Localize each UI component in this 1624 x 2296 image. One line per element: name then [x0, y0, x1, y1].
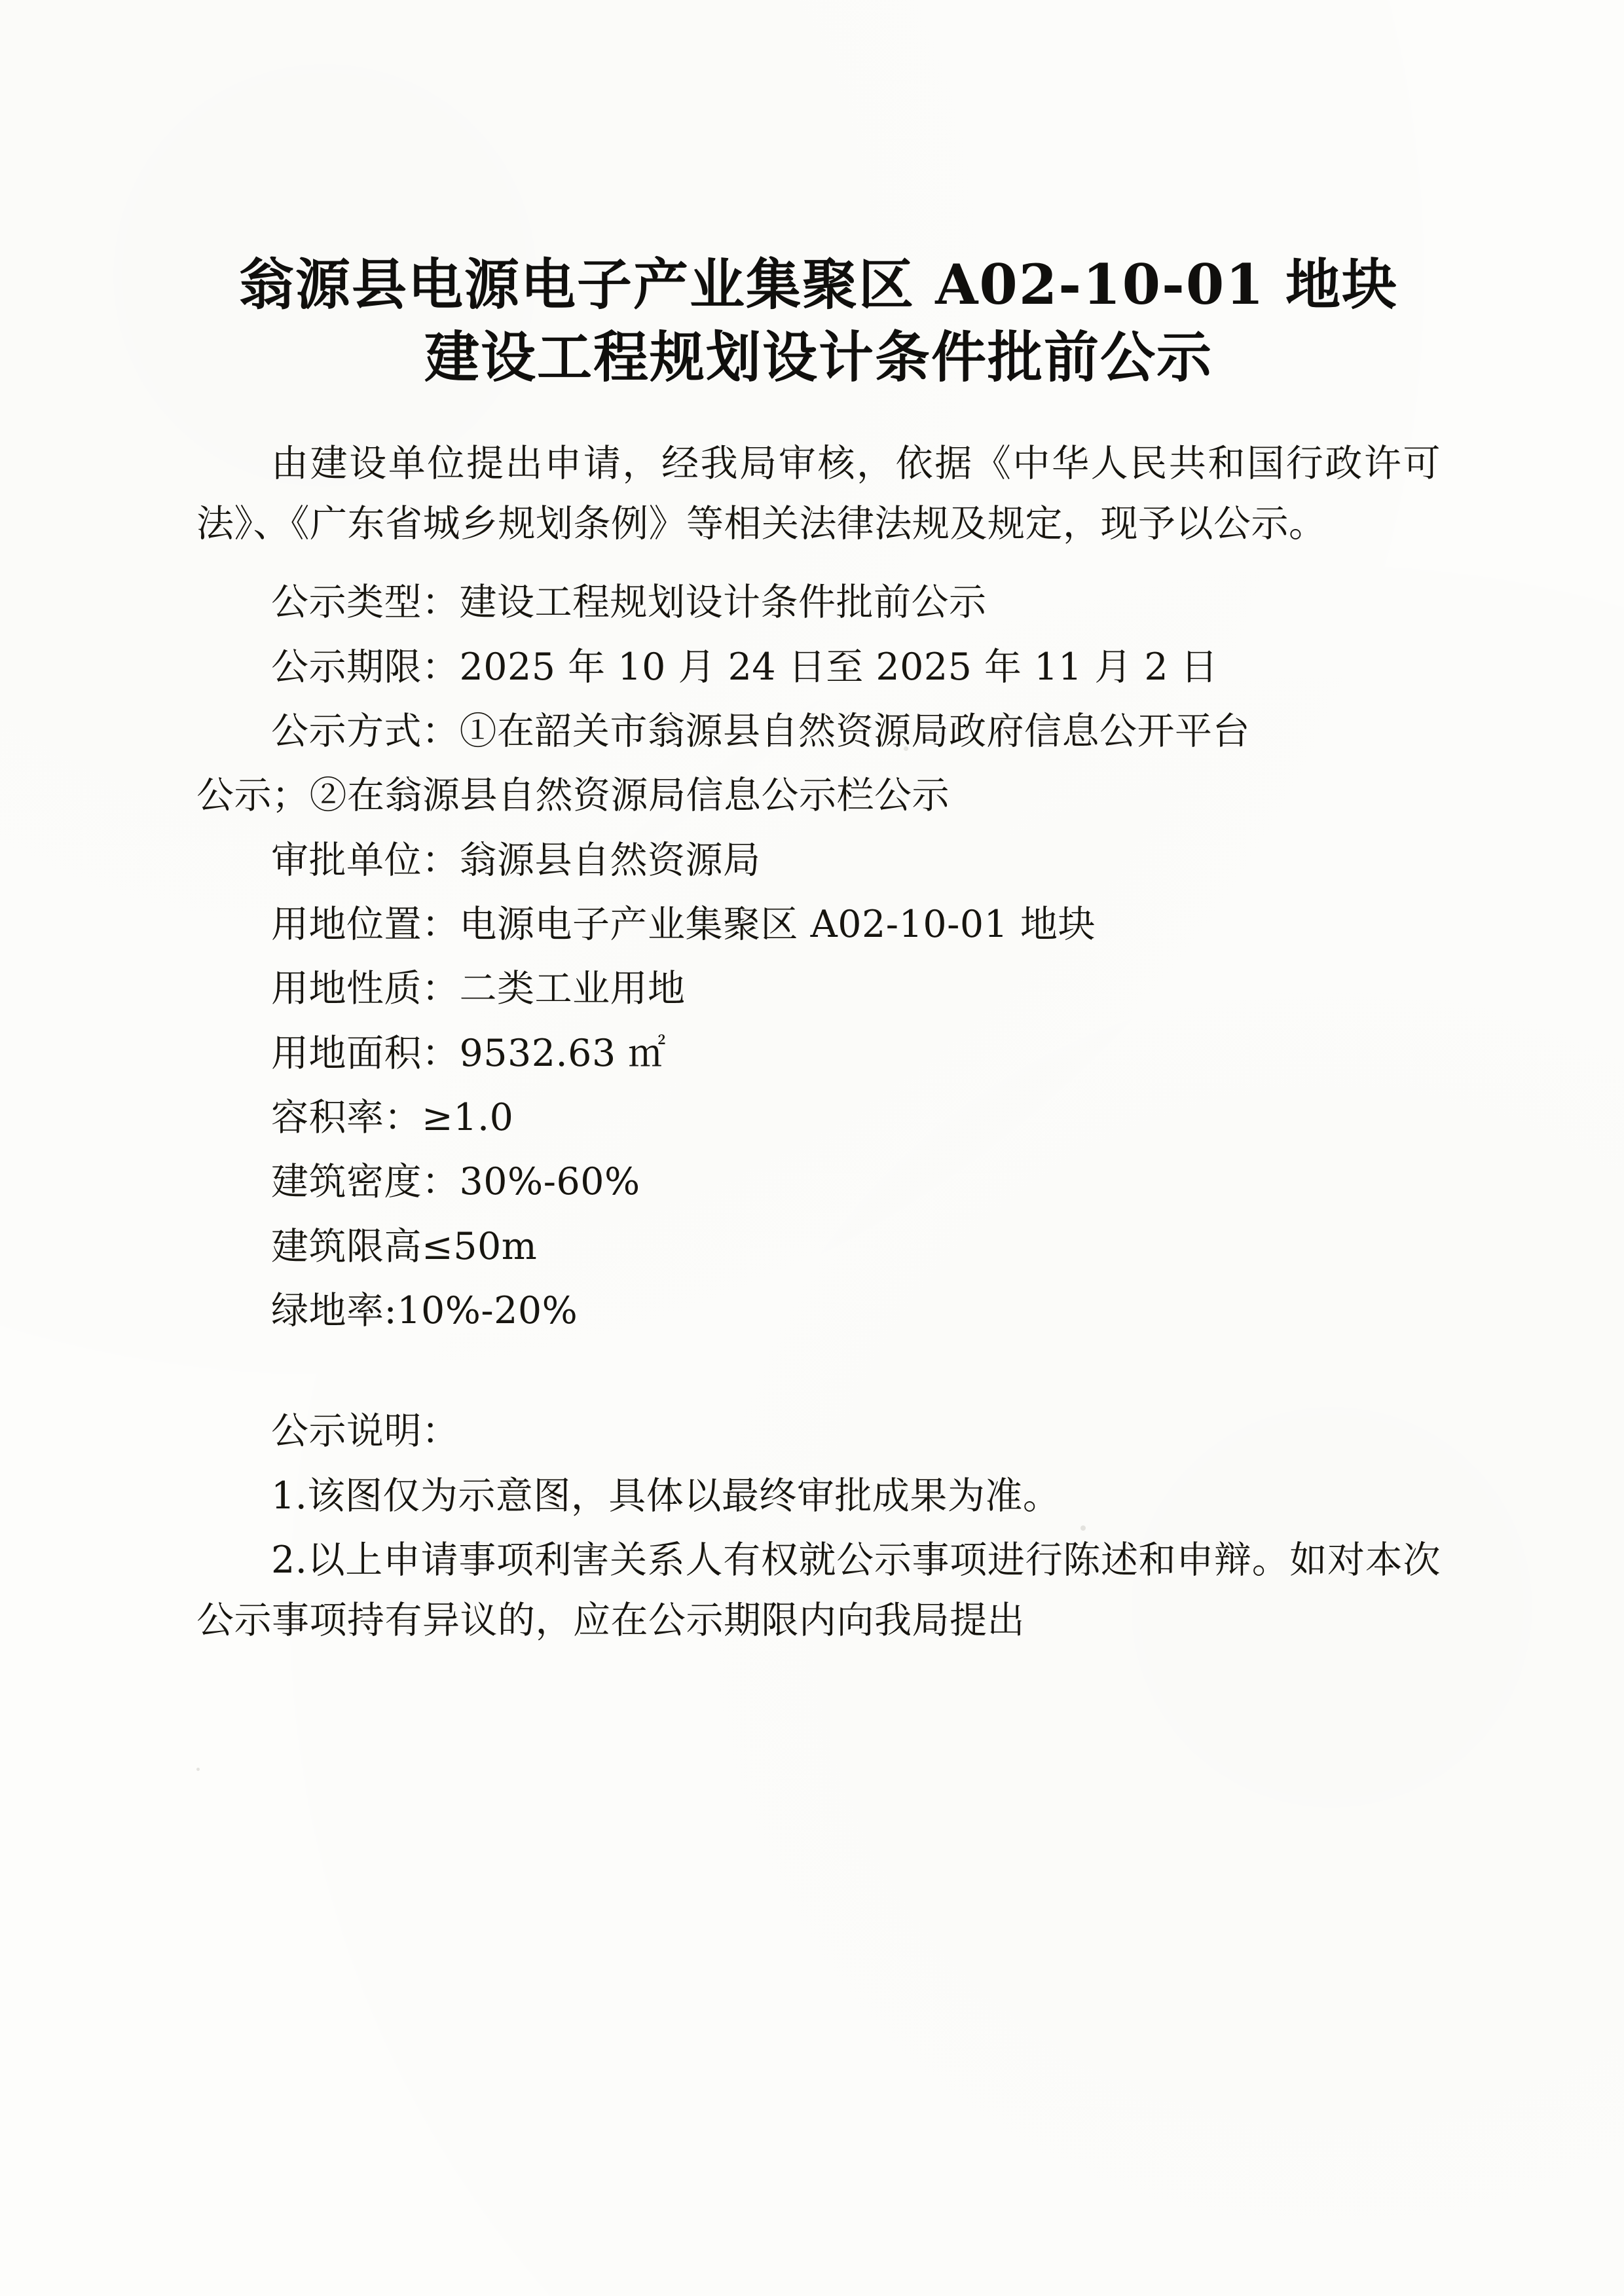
page-title	[196, 249, 1441, 394]
field-value-yongdimianji: 9532.63 ㎡	[459, 1031, 666, 1075]
note-item-2: 2.以上申请事项利害关系人有权就公示事项进行陈述和申辩。如对本次公示事项持有异议的，应在公示期限内向我局提出	[196, 1539, 1441, 1643]
field-row-rongjilv	[196, 1087, 1441, 1148]
field-label-yongdixingzhi: 用地性质：	[271, 967, 460, 1011]
field-label-gongshileixing: 公示类型：	[271, 581, 460, 625]
field-value-jianzhumidu: 30%-60%	[459, 1160, 640, 1204]
field-label-rongjilv: 容积率：	[271, 1096, 422, 1140]
field-label-shenpidanwei: 审批单位：	[271, 838, 460, 882]
field-label-gongshifangshi: 公示方式：	[271, 710, 460, 754]
field-row-gongshifangshi-cont	[196, 765, 1441, 826]
field-value-shenpidanwei: 翁源县自然资源局	[459, 838, 761, 882]
field-row-gongshiqixian	[196, 637, 1441, 697]
note-item-1: 1.该图仅为示意图，具体以最终审批成果为准。	[271, 1474, 1061, 1518]
field-row-gongshifangshi	[196, 701, 1441, 761]
field-row-shenpidanwei	[196, 830, 1441, 890]
field-row-ludilv	[196, 1281, 1441, 1341]
field-row-yongdixingzhi	[196, 958, 1441, 1019]
field-row-yongdiweizhi	[196, 894, 1441, 955]
field-label-yongdiweizhi: 用地位置：	[271, 903, 460, 947]
field-row-jianzhumidu	[196, 1152, 1441, 1212]
page-title-line-2: 建设工程规划设计条件批前公示	[424, 324, 1213, 390]
field-value-gongshileixing: 建设工程规划设计条件批前公示	[459, 581, 987, 625]
field-value-yongdiweizhi: 电源电子产业集聚区 A02-10-01 地块	[459, 903, 1096, 947]
field-label-yongdimianji: 用地面积：	[271, 1031, 460, 1075]
paper-speck	[196, 1768, 200, 1771]
field-value-rongjilv: ≥1.0	[422, 1096, 514, 1140]
field-label-gongshiqixian: 公示期限：	[271, 645, 460, 689]
field-value-gongshifangshi: ①在韶关市翁源县自然资源局政府信息公开平台	[459, 710, 1250, 754]
document-body	[196, 249, 1441, 1655]
page-title-line-1: 翁源县电源电子产业集聚区 A02-10-01 地块	[238, 252, 1399, 317]
field-row-yongdimianji	[196, 1023, 1441, 1084]
field-row-jianzhuxiangao	[196, 1216, 1441, 1277]
notes-heading: 公示说明：	[271, 1410, 460, 1453]
field-value-gongshiqixian: 2025 年 10 月 24 日至 2025 年 11 月 2 日	[459, 645, 1219, 689]
field-label-jianzhuxiangao: 建筑限高≤50m	[271, 1224, 538, 1268]
document-text	[196, 433, 1441, 1651]
intro-paragraph: 由建设单位提出申请，经我局审核，依据《中华人民共和国行政许可法》、《广东省城乡规划条例》等相关法律法规及规定，现予以公示。	[196, 441, 1441, 546]
field-row-gongshileixing	[196, 572, 1441, 632]
field-value-yongdixingzhi: 二类工业用地	[459, 967, 686, 1011]
field-label-jianzhumidu: 建筑密度：	[271, 1160, 460, 1204]
field-value-gongshifangshi-cont: 公示；②在翁源县自然资源局信息公示栏公示	[196, 774, 950, 818]
field-label-ludilv: 绿地率:10%-20%	[271, 1289, 578, 1333]
